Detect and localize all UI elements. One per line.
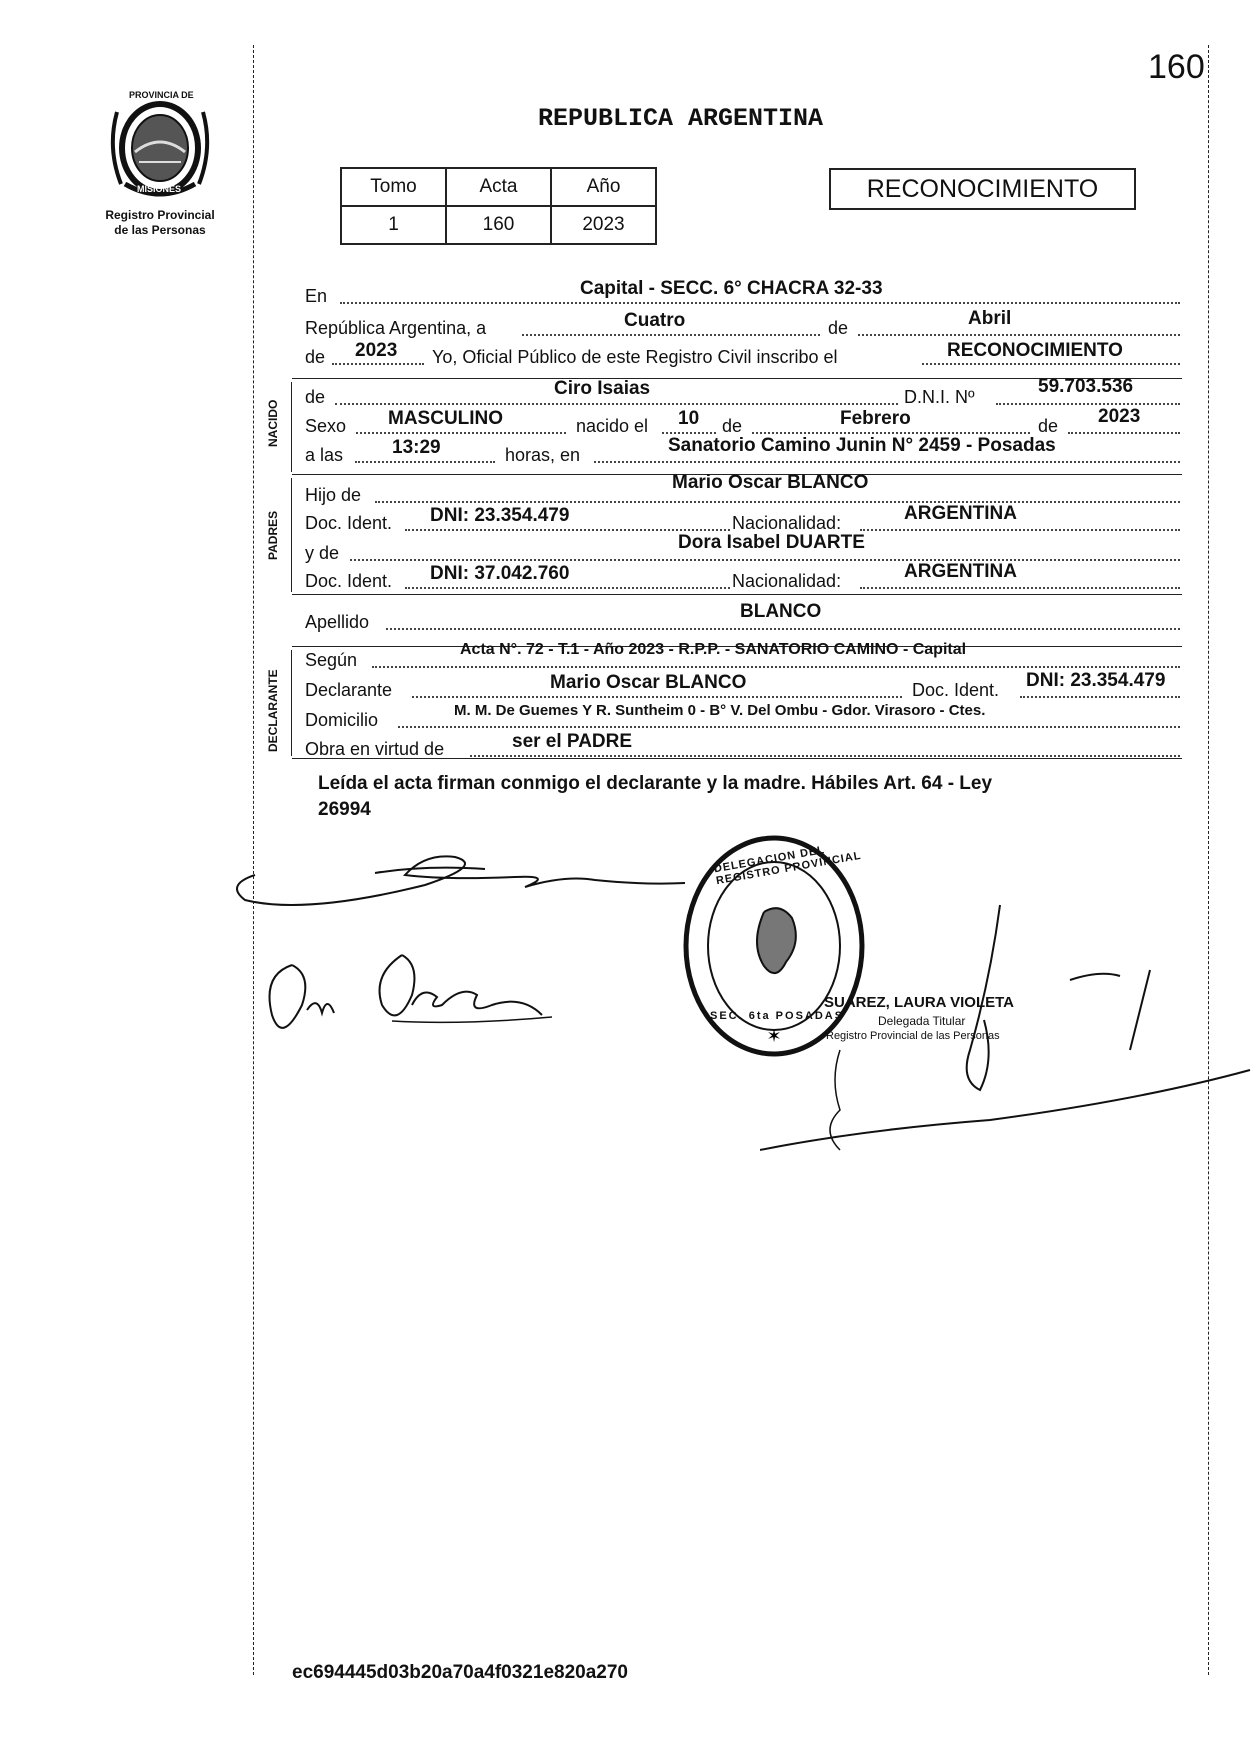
table-header-tomo: Tomo <box>341 168 446 206</box>
table-header-ano: Año <box>551 168 656 206</box>
birth-day-dots <box>662 432 716 434</box>
de5-label: de <box>1038 416 1059 436</box>
province-emblem <box>95 90 225 237</box>
month-dots <box>858 334 1180 336</box>
year-value: 2023 <box>355 340 398 361</box>
page-number: 160 <box>1148 48 1205 86</box>
record-table <box>340 167 657 245</box>
official-signature-icon <box>760 900 1253 1160</box>
time-dots <box>355 461 495 463</box>
mother-nationality: ARGENTINA <box>904 561 1017 582</box>
right-margin-line <box>1208 45 1209 1675</box>
de2-label: de <box>305 347 326 367</box>
page-title: REPUBLICA ARGENTINA <box>538 104 824 133</box>
mother-signature-icon <box>262 935 552 1055</box>
birth-place: Sanatorio Camino Junin N° 2459 - Posadas <box>668 435 1056 456</box>
segun-value: Acta N°. 72 - T.1 - Año 2023 - R.P.P. - SANATORIO CAMINO - Capital <box>460 641 967 658</box>
declarante-doc-dots <box>1020 696 1180 698</box>
record-table-value-row <box>341 206 656 244</box>
declarante-label: Declarante <box>305 680 393 700</box>
birth-time: 13:29 <box>392 437 441 458</box>
closing-line-2: 26994 <box>318 799 371 820</box>
place-dots <box>594 461 1180 463</box>
emblem-bottom-text: MISIONES <box>137 184 182 194</box>
de4-label: de <box>722 416 743 436</box>
table-value-acta: 160 <box>446 206 551 244</box>
table-value-tomo: 1 <box>341 206 446 244</box>
table-header-acta: Acta <box>446 168 551 206</box>
apellido-value: BLANCO <box>740 601 822 622</box>
hijo-label: Hijo de <box>305 485 362 505</box>
republica-label: República Argentina, a <box>305 318 487 338</box>
section-label-nacido: NACIDO <box>266 399 280 447</box>
father-dots <box>375 501 1180 503</box>
official-name: SUAREZ, LAURA VIOLETA <box>824 994 1014 1011</box>
mother-dots <box>350 559 1180 561</box>
nacido-bracket <box>291 382 292 472</box>
dni-label: D.N.I. Nº <box>904 387 975 407</box>
doc2-label: Doc. Ident. <box>305 571 393 591</box>
birth-month: Febrero <box>840 408 911 429</box>
declarante-dots <box>412 696 902 698</box>
document-hash: ec694445d03b20a70a4f0321e820a270 <box>292 1662 628 1683</box>
day-value: Cuatro <box>624 310 686 331</box>
birth-month-dots <box>752 432 1030 434</box>
act-dots <box>922 363 1180 365</box>
doc-label: Doc. Ident. <box>305 513 393 533</box>
day-dots <box>522 334 820 336</box>
father-doc-dots <box>405 529 730 531</box>
birth-day: 10 <box>678 408 700 429</box>
domicilio-label: Domicilio <box>305 710 379 730</box>
mother-nat-dots <box>860 587 1180 589</box>
birth-year: 2023 <box>1098 406 1141 427</box>
sexo-label: Sexo <box>305 416 347 436</box>
emblem-caption-1: Registro Provincial <box>105 208 215 222</box>
horas-label: horas, en <box>505 445 581 465</box>
stamp-ring-text: DELEGACION DEL REGISTRO PROVINCIAL <box>713 844 863 888</box>
nacido-label: nacido el <box>576 416 649 436</box>
father-nat-dots <box>860 529 1180 531</box>
sexo-value: MASCULINO <box>388 408 504 429</box>
record-table-header-row <box>341 168 656 206</box>
obra-value: ser el PADRE <box>512 731 633 752</box>
segun-label: Según <box>305 650 358 670</box>
divider-padres-bottom <box>292 594 1182 595</box>
official-title: Delegada Titular <box>878 1014 966 1028</box>
dni-dots <box>996 403 1180 405</box>
name-dots <box>335 403 898 405</box>
table-value-ano: 2023 <box>551 206 656 244</box>
father-doc: DNI: 23.354.479 <box>430 505 570 526</box>
month-value: Abril <box>968 308 1012 329</box>
apellido-label: Apellido <box>305 612 370 632</box>
father-name: Mario Oscar BLANCO <box>672 472 869 493</box>
yde-label: y de <box>305 543 340 563</box>
section-label-padres: PADRES <box>266 510 280 560</box>
en-label: En <box>305 286 328 306</box>
obra-label: Obra en virtud de <box>305 739 445 759</box>
emblem-top-text: PROVINCIA DE <box>129 90 194 100</box>
declarant-signature-icon <box>225 835 695 915</box>
stamp-inner-text: SEC. 6ta POSADAS <box>710 1010 845 1022</box>
padres-bracket <box>291 478 292 592</box>
alas-label: a las <box>305 445 344 465</box>
en-value: Capital - SECC. 6° CHACRA 32-33 <box>580 278 883 299</box>
official-org: Registro Provincial de las Personas <box>826 1030 1000 1042</box>
record-type-box: RECONOCIMIENTO <box>829 168 1136 210</box>
mother-doc-dots <box>405 587 730 589</box>
declarante-name: Mario Oscar BLANCO <box>550 672 747 693</box>
newborn-name: Ciro Isaias <box>554 378 651 399</box>
emblem-caption-2: de las Personas <box>114 223 206 237</box>
segun-dots <box>372 666 1180 668</box>
obra-dots <box>470 755 1180 757</box>
act-value: RECONOCIMIENTO <box>947 340 1123 361</box>
declarante-doc: DNI: 23.354.479 <box>1026 670 1166 691</box>
de-label: de <box>828 318 849 338</box>
father-nationality: ARGENTINA <box>904 503 1017 524</box>
nac2-label: Nacionalidad: <box>732 571 842 591</box>
de3-label: de <box>305 387 326 407</box>
closing-line-1: Leída el acta firman conmigo el declarante y la madre. Hábiles Art. 64 - Ley <box>318 773 993 794</box>
sexo-dots <box>356 432 566 434</box>
apellido-dots <box>386 628 1180 630</box>
yo-text: Yo, Oficial Público de este Registro Civil inscribo el <box>432 347 838 367</box>
year-dots <box>332 363 424 365</box>
mother-name: Dora Isabel DUARTE <box>678 532 865 553</box>
declarante-bracket <box>291 650 292 756</box>
en-dots <box>340 302 1180 304</box>
newborn-dni: 59.703.536 <box>1038 376 1134 397</box>
birth-year-dots <box>1068 432 1180 434</box>
domicilio-value: M. M. De Guemes Y R. Suntheim 0 - B° V. Del Ombu - Gdor. Virasoro - Ctes. <box>454 702 986 719</box>
section-label-declarante: DECLARANTE <box>266 669 280 752</box>
nac-label: Nacionalidad: <box>732 513 842 533</box>
domicilio-dots <box>398 726 1180 728</box>
doc3-label: Doc. Ident. <box>912 680 1000 700</box>
mother-doc: DNI: 37.042.760 <box>430 563 570 584</box>
svg-text:✶: ✶ <box>766 1026 782 1046</box>
